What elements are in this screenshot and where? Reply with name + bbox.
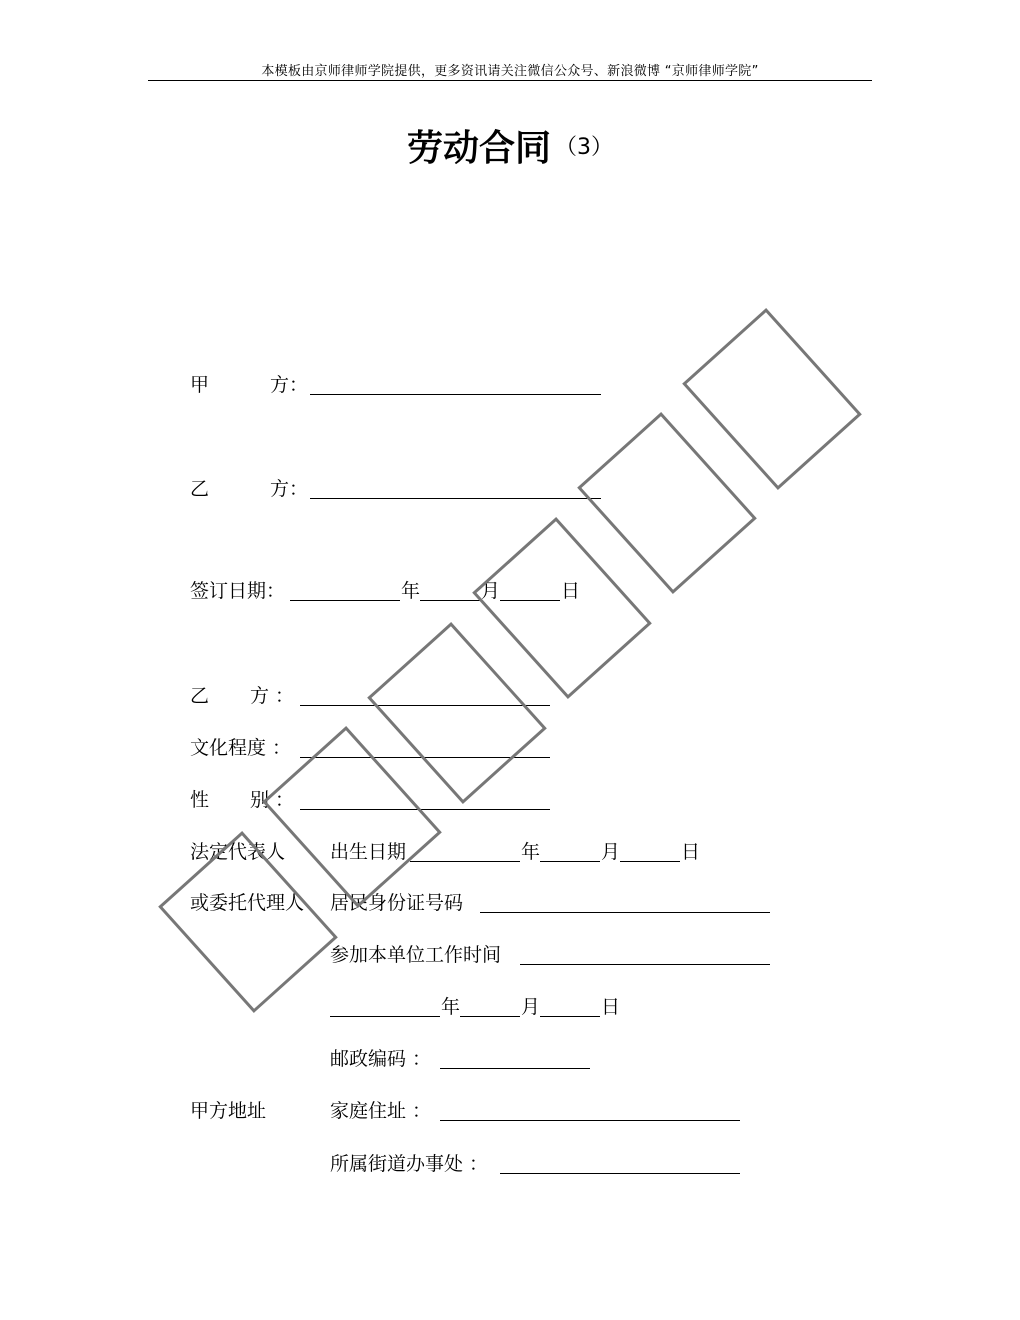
birth-year-line[interactable]	[410, 861, 520, 862]
birth-month-label: 月	[601, 841, 621, 863]
watermark-rect-3	[474, 519, 649, 697]
join-year-label: 年	[441, 996, 461, 1018]
join-day-label: 日	[601, 996, 621, 1018]
sign-month-line[interactable]	[420, 600, 480, 601]
sign-day-line[interactable]	[500, 600, 560, 601]
form-party-b-char2: 方 ：	[250, 685, 295, 707]
join-date-line[interactable]	[520, 964, 770, 965]
watermark-rect-1	[684, 310, 859, 488]
education-label: 文化程度 ：	[190, 737, 292, 759]
party-b-input-line[interactable]	[310, 498, 601, 499]
gender-line[interactable]	[300, 809, 550, 810]
sign-year-line[interactable]	[290, 600, 400, 601]
birth-month-line[interactable]	[540, 861, 600, 862]
home-address-label: 家庭住址 ：	[330, 1100, 432, 1122]
join-date-label: 参加本单位工作时间	[330, 944, 502, 966]
join-month-label: 月	[521, 996, 541, 1018]
postal-code-label: 邮政编码 ：	[330, 1048, 432, 1070]
sign-month-label: 月	[481, 580, 501, 602]
header-divider	[148, 80, 872, 81]
party-a-label-char2: 方：	[270, 374, 309, 396]
gender-label-char1: 性	[190, 789, 210, 811]
party-a-label-char1: 甲	[190, 374, 210, 396]
education-line[interactable]	[300, 757, 550, 758]
title-sub: （3）	[555, 135, 613, 160]
watermark-rect-4	[369, 624, 544, 802]
id-number-line[interactable]	[480, 912, 770, 913]
birth-day-line[interactable]	[620, 861, 680, 862]
join-year-line[interactable]	[330, 1016, 440, 1017]
id-number-label: 居民身份证号码	[330, 892, 464, 914]
sign-year-label: 年	[401, 580, 421, 602]
party-a-address-label: 甲方地址	[190, 1100, 267, 1122]
party-b-label-char1: 乙	[190, 478, 210, 500]
postal-code-line[interactable]	[440, 1068, 590, 1069]
sign-date-label: 签订日期：	[190, 580, 286, 602]
gender-label-char2: 别 ：	[250, 789, 295, 811]
birth-day-label: 日	[681, 841, 701, 863]
party-a-input-line[interactable]	[310, 394, 601, 395]
home-address-line[interactable]	[440, 1120, 740, 1121]
join-day-line[interactable]	[540, 1016, 600, 1017]
form-party-b-char1: 乙	[190, 685, 210, 707]
watermark-rect-2	[579, 414, 754, 592]
header-notice: 本模板由京师律师学院提供，更多资讯请关注微信公众号、新浪微博 “京师律师学院”	[261, 64, 759, 79]
agent-label: 或委托代理人	[190, 892, 305, 914]
join-month-line[interactable]	[460, 1016, 520, 1017]
title-main: 劳动合同	[406, 128, 551, 169]
street-office-line[interactable]	[500, 1173, 740, 1174]
form-party-b-line[interactable]	[300, 705, 550, 706]
document-title	[0, 120, 1020, 171]
sign-day-label: 日	[561, 580, 581, 602]
birth-date-label: 出生日期	[330, 841, 407, 863]
street-office-label: 所属街道办事处 ：	[330, 1153, 489, 1175]
birth-year-label: 年	[521, 841, 541, 863]
legal-rep-label: 法定代表人	[190, 841, 286, 863]
party-b-label-char2: 方：	[270, 478, 309, 500]
